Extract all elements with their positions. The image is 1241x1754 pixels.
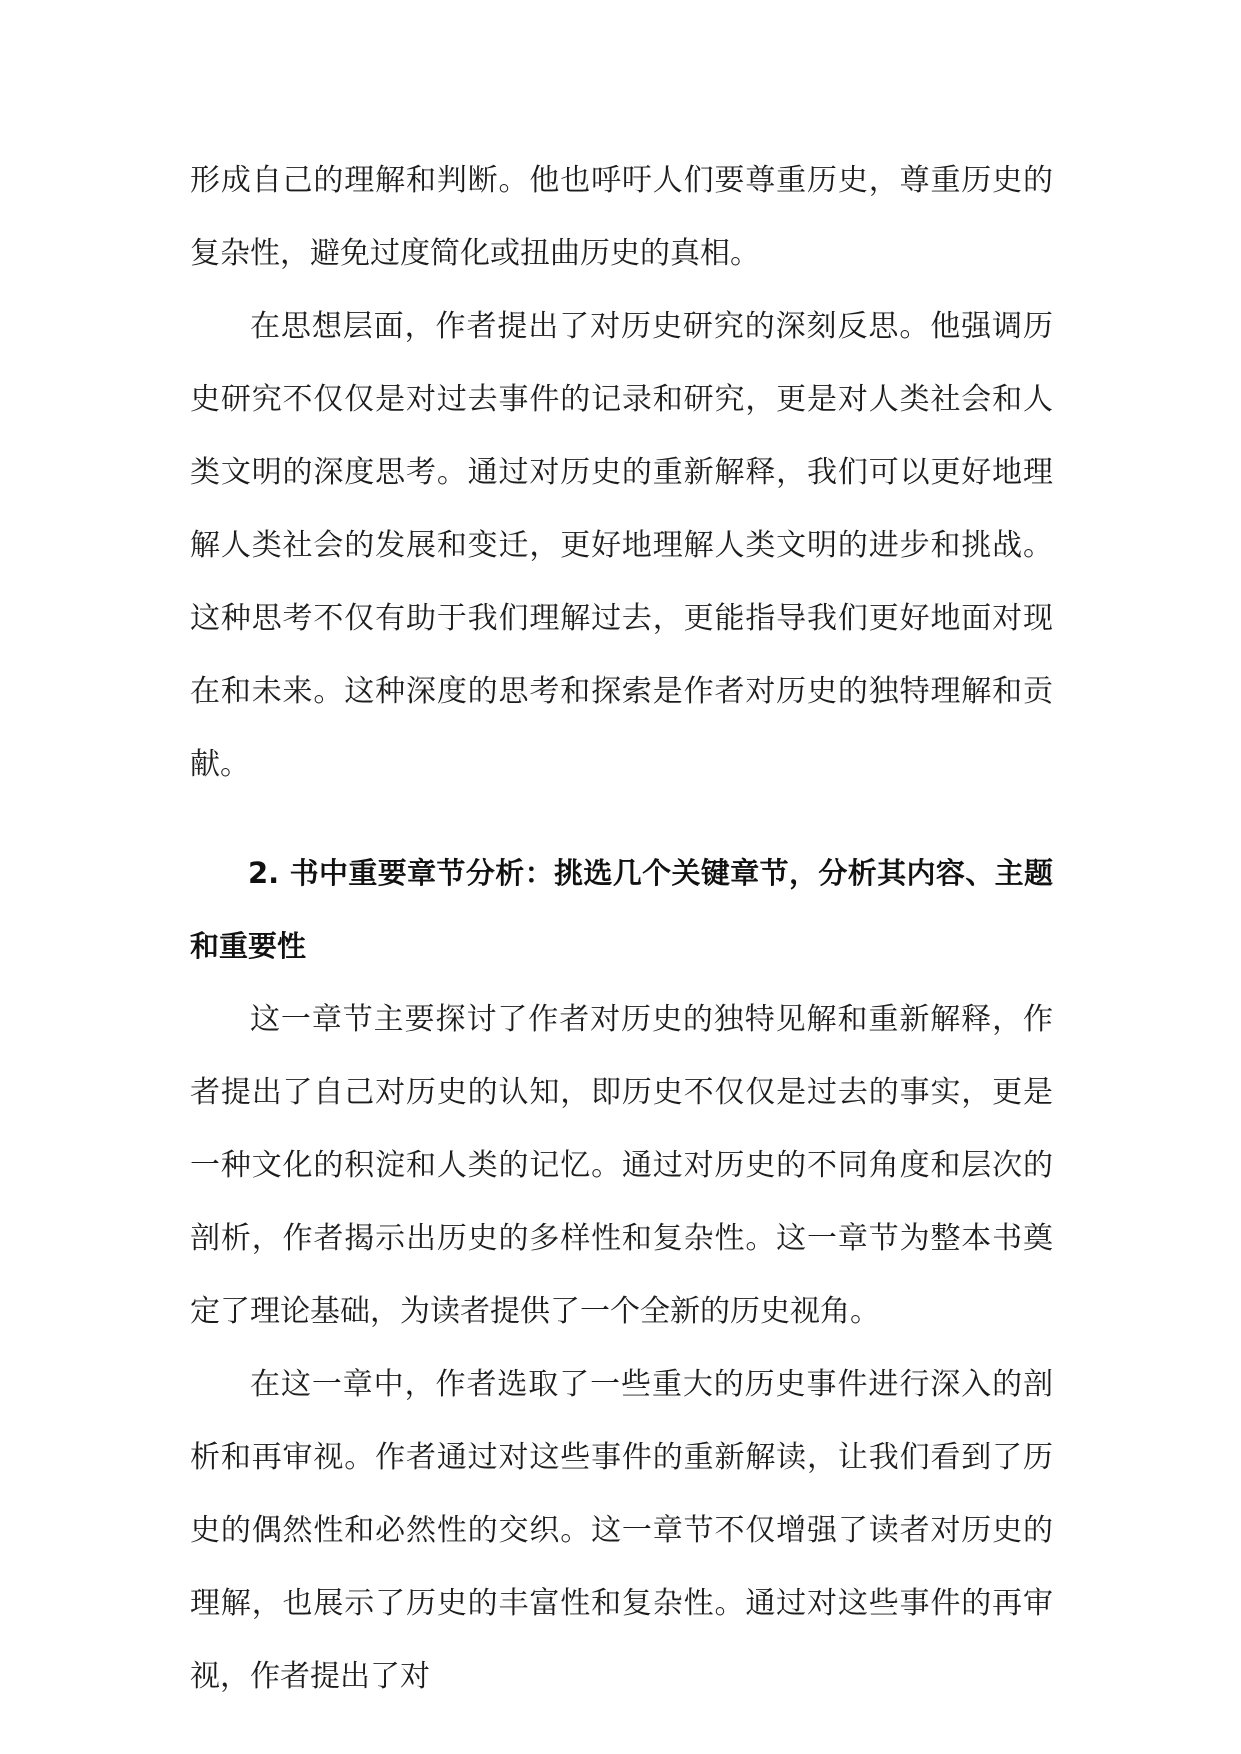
- paragraph-continued: 形成自己的理解和判断。他也呼吁人们要尊重历史，尊重历史的复杂性，避免过度简化或扭曲历史的真相。: [190, 163, 1053, 271]
- document-body: [190, 144, 1053, 1713]
- paragraph-chapter-one: 这一章节主要探讨了作者对历史的独特见解和重新解释，作者提出了自己对历史的认知，即历史不仅仅是过去的事实，更是一种文化的积淀和人类的记忆。通过对历史的不同角度和层次的剖析，作者揭示出历史的多样性和复杂性。这一章节为整本书奠定了理论基础，为读者提供了一个全新的历史视角。: [190, 1002, 1053, 1329]
- paragraph-chapter-two: 在这一章中，作者选取了一些重大的历史事件进行深入的剖析和再审视。作者通过对这些事件的重新解读，让我们看到了历史的偶然性和必然性的交织。这一章节不仅增强了读者对历史的理解，也展示了历史的丰富性和复杂性。通过对这些事件的再审视，作者提出了对: [190, 1367, 1053, 1694]
- section-heading: 2. 书中重要章节分析：挑选几个关键章节，分析其内容、主题和重要性: [190, 856, 1053, 963]
- paragraph-thought-level: 在思想层面，作者提出了对历史研究的深刻反思。他强调历史研究不仅仅是对过去事件的记录和研究，更是对人类社会和人类文明的深度思考。通过对历史的重新解释，我们可以更好地理解人类社会的发展和变迁，更好地理解人类文明的进步和挑战。这种思考不仅有助于我们理解过去，更能指导我们更好地面对现在和未来。这种深度的思考和探索是作者对历史的独特理解和贡献。: [190, 309, 1053, 782]
